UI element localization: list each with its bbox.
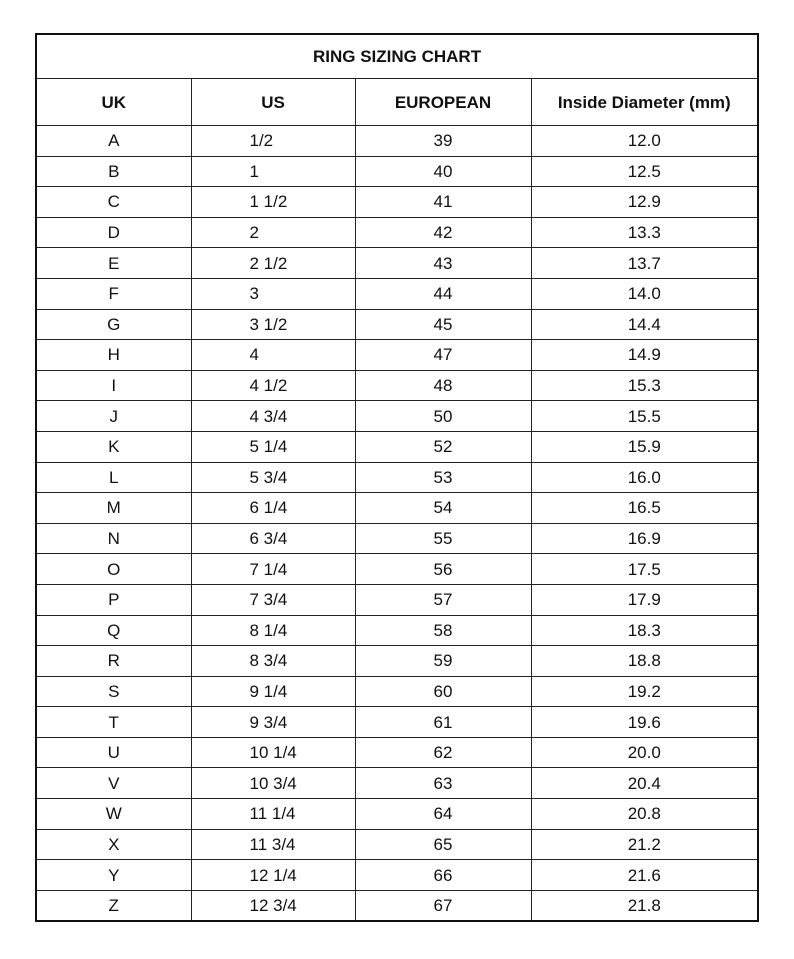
us-cell: 8 3/4 (191, 646, 355, 677)
table-row (36, 829, 758, 860)
european-cell: 52 (355, 431, 531, 462)
inside-diameter-cell: 12.9 (531, 187, 758, 218)
table-row (36, 799, 758, 830)
us-cell: 5 3/4 (191, 462, 355, 493)
uk-cell: E (36, 248, 191, 279)
title-row (36, 34, 758, 79)
inside-diameter-cell: 21.8 (531, 890, 758, 921)
uk-cell: A (36, 126, 191, 157)
inside-diameter-cell: 18.8 (531, 646, 758, 677)
european-cell: 64 (355, 799, 531, 830)
us-cell: 3 1/2 (191, 309, 355, 340)
european-cell: 56 (355, 554, 531, 585)
table-row (36, 309, 758, 340)
inside-diameter-cell: 16.9 (531, 523, 758, 554)
european-cell: 65 (355, 829, 531, 860)
column-header-european: EUROPEAN (355, 79, 531, 126)
european-cell: 57 (355, 584, 531, 615)
european-cell: 40 (355, 156, 531, 187)
european-cell: 67 (355, 890, 531, 921)
us-cell: 11 3/4 (191, 829, 355, 860)
ring-sizing-table (35, 33, 759, 922)
us-cell: 7 1/4 (191, 554, 355, 585)
european-cell: 66 (355, 860, 531, 891)
table-row (36, 248, 758, 279)
table-row (36, 126, 758, 157)
inside-diameter-cell: 14.0 (531, 278, 758, 309)
european-cell: 47 (355, 340, 531, 371)
uk-cell: V (36, 768, 191, 799)
table-body (36, 126, 758, 922)
uk-cell: X (36, 829, 191, 860)
uk-cell: Y (36, 860, 191, 891)
uk-cell: G (36, 309, 191, 340)
european-cell: 50 (355, 401, 531, 432)
table-row (36, 554, 758, 585)
column-header-us: US (191, 79, 355, 126)
european-cell: 45 (355, 309, 531, 340)
table-row (36, 615, 758, 646)
uk-cell: U (36, 737, 191, 768)
inside-diameter-cell: 19.2 (531, 676, 758, 707)
table-row (36, 523, 758, 554)
table-row (36, 217, 758, 248)
inside-diameter-cell: 13.7 (531, 248, 758, 279)
uk-cell: T (36, 707, 191, 738)
us-cell: 3 (191, 278, 355, 309)
inside-diameter-cell: 20.4 (531, 768, 758, 799)
inside-diameter-cell: 21.6 (531, 860, 758, 891)
uk-cell: F (36, 278, 191, 309)
european-cell: 44 (355, 278, 531, 309)
uk-cell: B (36, 156, 191, 187)
european-cell: 48 (355, 370, 531, 401)
us-cell: 2 (191, 217, 355, 248)
us-cell: 12 3/4 (191, 890, 355, 921)
european-cell: 58 (355, 615, 531, 646)
inside-diameter-cell: 21.2 (531, 829, 758, 860)
inside-diameter-cell: 12.5 (531, 156, 758, 187)
european-cell: 39 (355, 126, 531, 157)
us-cell: 12 1/4 (191, 860, 355, 891)
european-cell: 60 (355, 676, 531, 707)
us-cell: 1 (191, 156, 355, 187)
header-row (36, 79, 758, 126)
european-cell: 53 (355, 462, 531, 493)
inside-diameter-cell: 14.4 (531, 309, 758, 340)
uk-cell: K (36, 431, 191, 462)
table-row (36, 156, 758, 187)
uk-cell: I (36, 370, 191, 401)
us-cell: 10 3/4 (191, 768, 355, 799)
table-row (36, 676, 758, 707)
table-row (36, 860, 758, 891)
uk-cell: Z (36, 890, 191, 921)
us-cell: 6 1/4 (191, 493, 355, 524)
inside-diameter-cell: 16.5 (531, 493, 758, 524)
us-cell: 1/2 (191, 126, 355, 157)
uk-cell: M (36, 493, 191, 524)
table-row (36, 768, 758, 799)
us-cell: 11 1/4 (191, 799, 355, 830)
european-cell: 62 (355, 737, 531, 768)
inside-diameter-cell: 15.3 (531, 370, 758, 401)
inside-diameter-cell: 13.3 (531, 217, 758, 248)
inside-diameter-cell: 14.9 (531, 340, 758, 371)
table-row (36, 890, 758, 921)
uk-cell: P (36, 584, 191, 615)
table-row (36, 646, 758, 677)
table-row (36, 431, 758, 462)
uk-cell: C (36, 187, 191, 218)
inside-diameter-cell: 17.9 (531, 584, 758, 615)
us-cell: 4 1/2 (191, 370, 355, 401)
us-cell: 10 1/4 (191, 737, 355, 768)
table-row (36, 278, 758, 309)
uk-cell: H (36, 340, 191, 371)
uk-cell: O (36, 554, 191, 585)
table-row (36, 340, 758, 371)
european-cell: 42 (355, 217, 531, 248)
inside-diameter-cell: 15.9 (531, 431, 758, 462)
table-title: RING SIZING CHART (36, 34, 758, 79)
column-header-inside-diameter: Inside Diameter (mm) (531, 79, 758, 126)
european-cell: 61 (355, 707, 531, 738)
european-cell: 54 (355, 493, 531, 524)
table-row (36, 737, 758, 768)
uk-cell: N (36, 523, 191, 554)
european-cell: 41 (355, 187, 531, 218)
us-cell: 4 (191, 340, 355, 371)
us-cell: 8 1/4 (191, 615, 355, 646)
us-cell: 1 1/2 (191, 187, 355, 218)
column-header-uk: UK (36, 79, 191, 126)
uk-cell: J (36, 401, 191, 432)
table-row (36, 462, 758, 493)
us-cell: 6 3/4 (191, 523, 355, 554)
uk-cell: D (36, 217, 191, 248)
us-cell: 7 3/4 (191, 584, 355, 615)
table-row (36, 401, 758, 432)
us-cell: 5 1/4 (191, 431, 355, 462)
table-row (36, 493, 758, 524)
us-cell: 2 1/2 (191, 248, 355, 279)
inside-diameter-cell: 20.0 (531, 737, 758, 768)
european-cell: 43 (355, 248, 531, 279)
uk-cell: L (36, 462, 191, 493)
table-row (36, 707, 758, 738)
us-cell: 9 1/4 (191, 676, 355, 707)
european-cell: 59 (355, 646, 531, 677)
us-cell: 4 3/4 (191, 401, 355, 432)
table-row (36, 584, 758, 615)
uk-cell: Q (36, 615, 191, 646)
inside-diameter-cell: 20.8 (531, 799, 758, 830)
european-cell: 63 (355, 768, 531, 799)
us-cell: 9 3/4 (191, 707, 355, 738)
table-row (36, 370, 758, 401)
uk-cell: R (36, 646, 191, 677)
european-cell: 55 (355, 523, 531, 554)
inside-diameter-cell: 17.5 (531, 554, 758, 585)
inside-diameter-cell: 19.6 (531, 707, 758, 738)
inside-diameter-cell: 18.3 (531, 615, 758, 646)
inside-diameter-cell: 15.5 (531, 401, 758, 432)
table-row (36, 187, 758, 218)
uk-cell: S (36, 676, 191, 707)
inside-diameter-cell: 16.0 (531, 462, 758, 493)
uk-cell: W (36, 799, 191, 830)
inside-diameter-cell: 12.0 (531, 126, 758, 157)
